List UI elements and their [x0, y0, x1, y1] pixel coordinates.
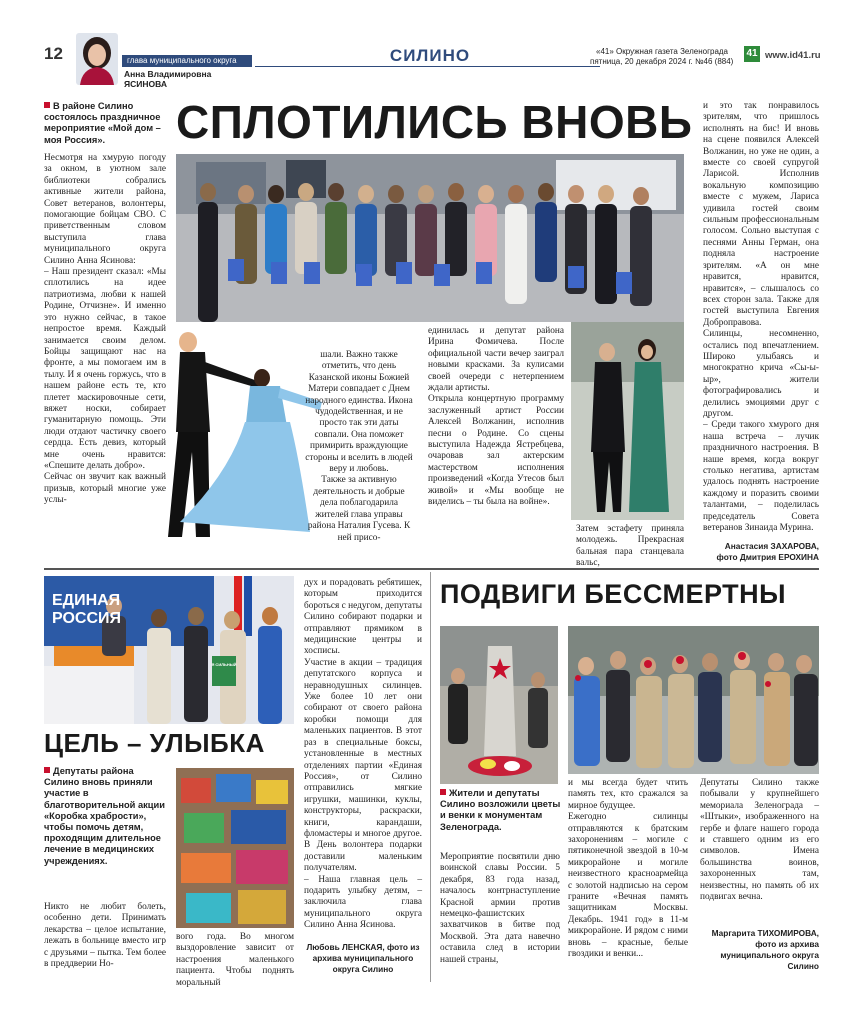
- article2-col3: дух и порадовать ребятишек, которым приходится бороться с недугом, депутаты Силино собирают подарки и отправляют прямиком в медицинские центры и хосписы. Участие в акции – традиция депутатского корпуса и неравнодушных силинцев. Уже более 10 лет они собирают от своего района коробки помощи для маленьких пациентов. В этот раз в специальные боксы, установленные в местных отделениях партии «Единая Россия», от Силино отправились мягкие игрушки, машинки, куклы, конструкторы, раскраски, книги, карандаши, фломастеры и многое другое. В День волонтера подарки доставили маленьким получателям. – Наша главная цель – подарить улыбку детям, – заключила глава муниципального округа Силино Анна Ясинова.: [304, 578, 422, 931]
- book-text: Я СИЛЬНЫЙ: [211, 662, 237, 667]
- article3-title: ПОДВИГИ БЕССМЕРТНЫ: [440, 579, 787, 609]
- bullet-square-icon: [44, 102, 50, 108]
- article3-credit-2: фото из архива: [755, 939, 819, 949]
- website-link[interactable]: www.id41.ru: [765, 50, 821, 61]
- article1-credit-author: Анастасия ЗАХАРОВА,: [724, 541, 819, 551]
- avatar: [76, 33, 118, 85]
- article3-credit-4: Силино: [787, 961, 819, 971]
- head-name-line2: ЯСИНОВА: [124, 79, 167, 89]
- article1-lead: В районе Силино состоялось праздничное мероприятие «Мой дом – моя Россия».: [44, 101, 161, 145]
- article1-credit-photo: фото Дмитрия ЕРОХИНА: [716, 552, 819, 562]
- article1-col1: Несмотря на хмурую погоду за окном, в уютном зале библиотеки собрались активные жители района, Совет ветеранов, волонтеры, помогающие бойцам СВО. С приветственным словом выступила глава муниципального округа Силино Анна Ясинова: – Наш президент сказал: «Мы сплотились на идее патриотизма, любви к нашей Родине, Отчизне». И именно это нужно сейчас, в такое непростое время. Каждый занимается своим делом. Бойцы защищают нас на фронте, а мы помогаем им в тылу. И я очень горжусь, что в нашем районе есть те, кто плетет маскировочные сети, вяжет носки, собирает гуманитарную помощь. Эти люди отдают частичку своего сердца. Есть девиз, который мне очень нравится: «Спешите делать добро». Сейчас он звучит как важный призыв, который многие уже услы-: [44, 153, 166, 506]
- photo-monument: [440, 626, 558, 784]
- article2-credit-3: округа Силино: [332, 964, 394, 974]
- article3-lead: Жители и депутаты Силино возложили цветы и венки к монументам Зеленограда.: [440, 788, 561, 832]
- logo-41: 41: [744, 46, 760, 62]
- article1-col4: Затем эстафету приняла молодежь. Прекрасная бальная пара станцевала вальс,: [576, 524, 684, 569]
- article1-col2: шали. Важно также отметить, что день Казанской иконы Божией Матери совпадает с Днем народного единства. Икона чудодейственная, и не просто так эти даты совпали. Она поможет примирить враждующие стороны и вселить в людей веру и любовь. Также за активную деятельность и добрые дела поблагодарила жителей глава управы района Наталия Гусева. К ней присо-: [305, 350, 413, 543]
- article3-credit-1: Маргарита ТИХОМИРОВА,: [711, 928, 819, 938]
- article2-lead: Депутаты района Силино вновь приняли участие в благотворительной акции «Коробка храбрости», чтобы помочь детям, проходящим длительное лечение в медицинских учреждениях.: [44, 766, 165, 866]
- photo-singers: [571, 322, 684, 520]
- bullet-square-icon: [440, 789, 446, 795]
- photo-dancers: [110, 322, 325, 540]
- paper-name: «41» Окружная газета Зеленограда: [596, 47, 729, 56]
- head-name-line1: Анна Владимировна: [124, 69, 212, 79]
- article1-title: СПЛОТИЛИСЬ ВНОВЬ: [176, 96, 693, 148]
- article2-credit-1: Любовь ЛЕНСКАЯ, фото из: [306, 942, 420, 952]
- section-divider: [44, 568, 819, 570]
- article2-credit-2: архива муниципального: [312, 953, 414, 963]
- photo-gift-boxes: [176, 768, 294, 928]
- bullet-square-icon: [44, 767, 50, 773]
- article1-col5: и это так понравилось зрителям, что пришлось исполнять на бис! И вновь на сцене появился Алексей Волжанин, но уже не один, а вместе со своей супругой Ларисой. Исполнив вокальную композицию вместе с мужем, Лариса удивила гостей своим сильным профессиональным голосом. Сольно выступая с песнями Анны Герман, она подняла настроение зрителям. «А он мне нравится, нравится, нравится», – слышалось со всех сторон зала. Также для гостей выступила Евгения Доброправова. Силинцы, несомненно, остались под впечатлением. Широко улыбаясь и многократно крича «Сы-ы-ыр», жители фотографировались и делились эмоциями друг с другом. – Среди такого хмурого дня наша встреча – лучик праздничного настроения. В наше время, когда вокруг столько негатива, артистам удалось поднять настроение каждому и поразить своими талантами, – поделилась председатель Совета ветеранов Зинаида Мурина.: [703, 101, 819, 534]
- column-divider: [430, 572, 431, 982]
- article2-title: ЦЕЛЬ – УЛЫБКА: [44, 728, 265, 758]
- article2-col2: вого года. Во многом выздоровление зависит от настроения маленького пациента. Чтобы поднять моральный: [176, 932, 294, 988]
- article3-col3: Депутаты Силино также побывали у крупнейшего мемориала Зеленограда – «Штыки», изображенного на гербе и флаге нашего города и ставшего одним из его символов. Имена большинства воинов, захороненных там, неизвестны, но память об их подвигах вечна.: [700, 778, 819, 903]
- photo-deputies: [44, 576, 294, 724]
- page-number: 12: [44, 44, 63, 63]
- section-title: СИЛИНО: [385, 46, 475, 66]
- header-rule: [255, 66, 600, 67]
- article2-col1: Никто не любит болеть, особенно дети. Принимать лекарства – целое испытание, лежать в больнице вместо игр с друзьями – пытка. Тем более в преддверии Но-: [44, 902, 166, 970]
- article3-col1: Мероприятие посвятили дню воинской славы России. 5 декабря, 83 года назад, началось контрнаступление Красной армии против немецко-фашистских захватчиков в битве под Москвой. Эта дата навечно оставила след в истории нашей страны,: [440, 852, 560, 965]
- photo-memorial-group: [568, 626, 819, 774]
- article1-col3: единилась и депутат района Ирина Фомичева. После официальной части вечер заиграл новыми красками. За кулисами своей очереди с нетерпением ждали артисты. Открыла концертную программу заслуженный артист России Алексей Волжанин, исполнив песни о Родине. Со сцены выступила Надежда Ястребцева, очаровав зал актерским мастерством исполнения произведений «Когда Утесов был живой» и «Мы вообще не виделись – ты была на войне».: [428, 326, 564, 508]
- photo-group: [176, 154, 684, 322]
- banner-text: ЕДИНАЯ РОССИЯ: [52, 592, 122, 627]
- article3-credit-3: муниципального округа: [720, 950, 819, 960]
- head-role: глава муниципального округа: [122, 55, 252, 67]
- article3-col2: и мы всегда будет чтить память тех, кто сражался за мирное будущее. Ежегодно силинцы отправляются к братским захоронениям – могиле с пятиконечной звездой в 10-м микрорайоне и могиле неизвестного красноармейца с золотой надписью на сером граните «Вечная память защитникам Москвы. Декабрь. 1941 год» в 11-м микрорайоне. И рядом с ними вновь – красные, белые гвоздики и венки...: [568, 778, 688, 960]
- issue-date: пятница, 20 декабря 2024 г. №46 (884): [590, 57, 734, 66]
